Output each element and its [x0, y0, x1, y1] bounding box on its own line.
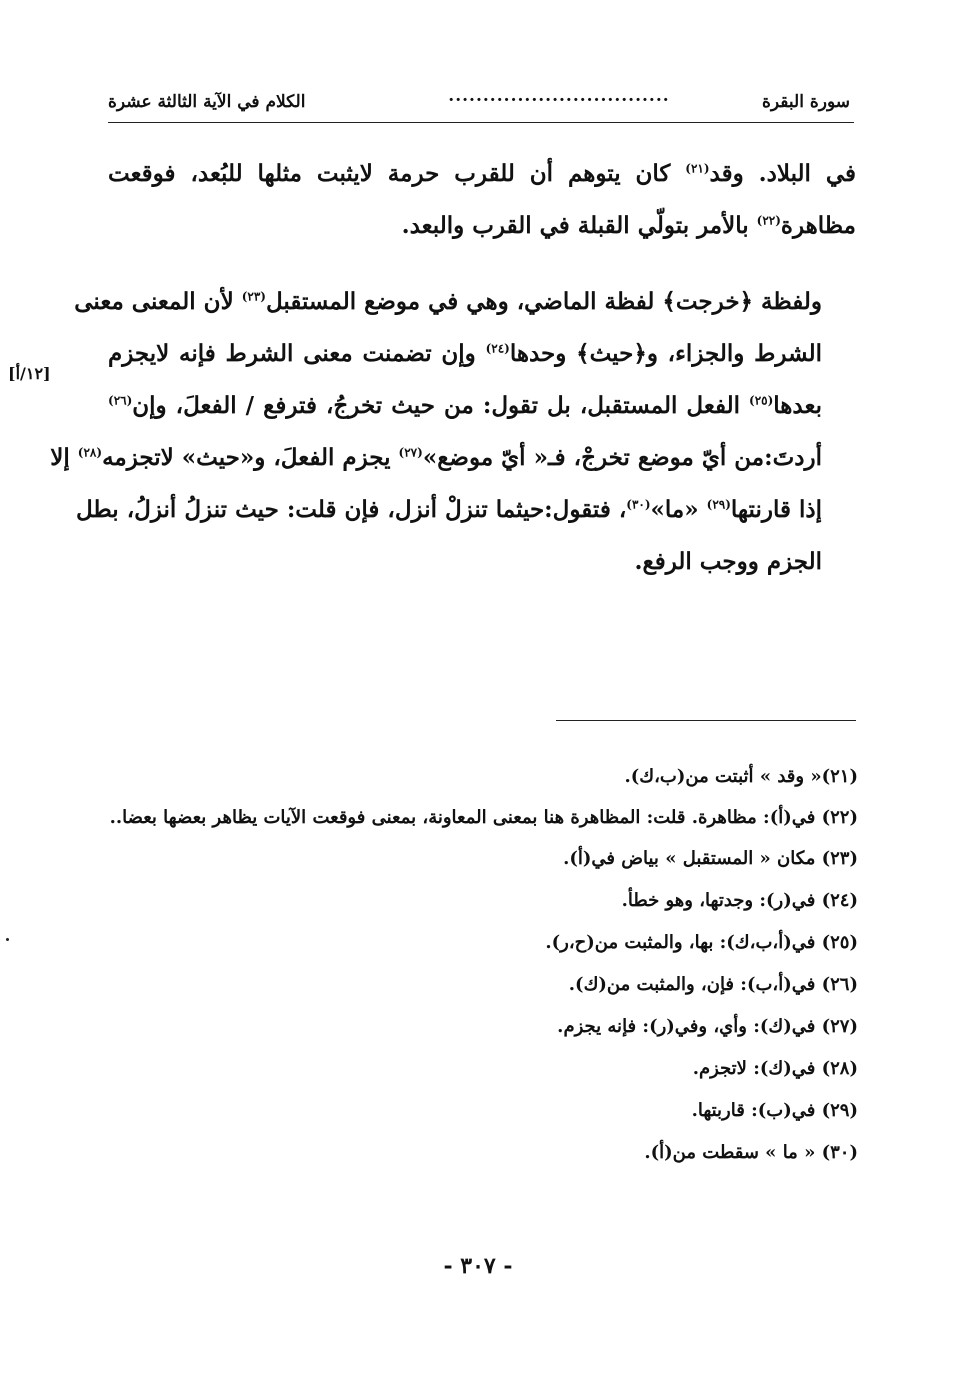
- footnote-ref: (٢٥): [749, 393, 774, 408]
- header-dot-leader: ................................: [448, 86, 670, 106]
- text-line: مظاهرة$^{(٢٢)}$ بالأمر بتولّي القبلة في القرب والبعد.: [401, 212, 856, 239]
- text-line: بعدها$^{(٢٥)}$ الفعل المستقبل، بل تقول: من حيث تخرجُ، فترفع / الفعلَ، وإن$^{(٢٦)}$: [108, 392, 822, 419]
- footnote-separator: [556, 720, 856, 721]
- text-line: الجزم ووجب الرفع.: [634, 548, 822, 575]
- page-number: - ٣٠٧ -: [443, 1253, 513, 1279]
- footnote: (٢٤) في(ر): وجدتها، وهو خطأ.: [621, 890, 858, 911]
- footnotes: [108, 756, 858, 1174]
- footnote-ref: (٢٧): [398, 445, 423, 460]
- footnote-ref: (٢٤): [485, 341, 510, 356]
- footnote: (٢٥) في(أ،ب،ك): بها، والمثبت من(ح،ر).: [545, 932, 858, 953]
- footnote: (٢١)« وقد » أثبتت من(ب،ك).: [624, 766, 858, 787]
- footnote-ref: (٢١): [685, 161, 710, 176]
- paragraph-2: [50, 276, 856, 588]
- scan-speck: [6, 938, 9, 941]
- header-divider: [108, 122, 854, 123]
- footnote: (٢٨) في(ك): لاتجزم.: [692, 1058, 858, 1079]
- paragraph-1: [108, 148, 856, 252]
- header-sura-name: سورة البقرة: [762, 92, 850, 112]
- footnote: (٢٦) في(أ،ب): فإن، والمثبت من(ك).: [568, 974, 858, 995]
- running-header: [108, 88, 850, 122]
- text-line: ولفظة ﴿خرجت﴾ لفظة الماضي، وهي في موضع المستقبل$^{(٢٣)}$ لأن المعنى معنى: [74, 288, 822, 315]
- manuscript-folio-marker: [١٢/أ]: [8, 364, 51, 383]
- footnote-ref: (٢٢): [756, 213, 781, 228]
- footnote-ref: (٣٠): [626, 497, 651, 512]
- footnote-ref: (٢٦): [108, 393, 133, 408]
- footnote: (٣٠) « ما » سقطت من(أ).: [644, 1142, 858, 1163]
- header-topic: الكلام في الآية الثالثة عشرة: [108, 92, 306, 112]
- text-line: في البلاد. وقد$^{(٢١)}$ كان يتوهم أن للقرب حرمة لايثبت مثلها للبُعد، فوقعت: [108, 160, 857, 187]
- footnote: (٢٧) في(ك): وأي، وفي(ر): فإنه يجزم.: [557, 1016, 858, 1037]
- footnote-ref: (٢٣): [241, 289, 266, 304]
- footnote-ref: (٢٨): [77, 445, 103, 460]
- footnote-ref: (٢٩): [706, 497, 731, 512]
- text-line: الشرط والجزاء، و﴿حيث﴾ وحدها$^{(٢٤)}$ وإن تضمنت معنى الشرط فإنه لايجزم: [108, 340, 822, 367]
- footnote: (٢٢) في(أ): مظاهرة. قلت: المظاهرة هنا بمعنى المعاونة، بمعنى فوقعت الآيات يظاهر بعضها بعضا..: [109, 807, 858, 828]
- text-line: أردتَ:من أيّ موضع تخرجْ، فـ« أيّ موضع»$^{(٢٧)}$ يجزم الفعلَ، و«حيث» لاتجزمه$^{(٢٨)}$ إلا: [50, 444, 822, 471]
- text-line: إذا قارنتها$^{(٢٩)}$ «ما»$^{(٣٠)}$، فتقول:حيثما تنزلْ أنزل، فإن قلت: حيث تنزلُ أنزلُ، بطل: [76, 496, 822, 523]
- footnote: (٢٩) في(ب): قاربتها.: [691, 1100, 858, 1121]
- footnote: (٢٣) مكان « المستقبل » بياض في(أ).: [563, 848, 858, 869]
- main-text: [50, 148, 857, 588]
